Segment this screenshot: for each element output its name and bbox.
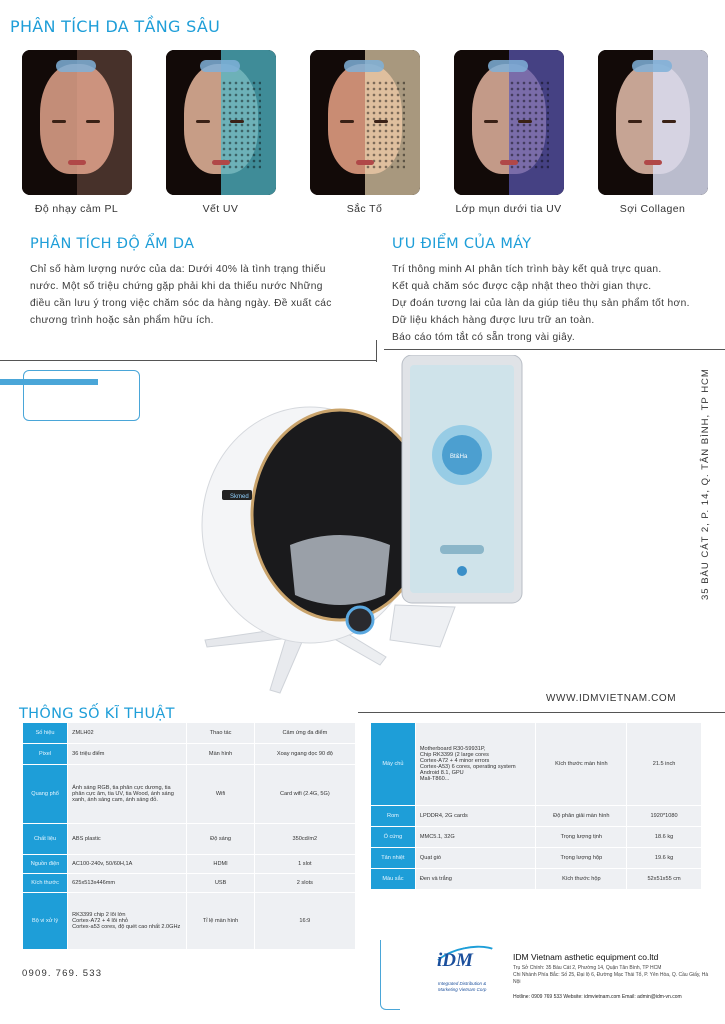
- specs-table-right: [370, 722, 702, 890]
- spec-label: Nguồn điện: [23, 855, 67, 873]
- spec-row: [371, 848, 701, 868]
- spec-label: USB: [187, 874, 253, 892]
- moisture-line: Chỉ số hàm lượng nước của da: Dưới 40% là tình trạng thiếu: [30, 264, 326, 275]
- spec-value: ABS plastic: [68, 824, 186, 854]
- photo-card: [590, 50, 715, 215]
- advantage-line: Kết quả chăm sóc được cập nhật theo thời gian thực.: [392, 281, 652, 292]
- vertical-address: [700, 368, 714, 600]
- specs-title: THÔNG SỐ KĨ THUẬT: [19, 706, 175, 722]
- spec-row: [23, 744, 355, 764]
- website-url[interactable]: WWW.IDMVIETNAM.COM: [546, 693, 677, 704]
- logo-tagline: Integrated Distribution & Marketing Vietnam Corp: [438, 981, 487, 992]
- spec-label: Pixel: [23, 744, 67, 764]
- spec-value: LPDDR4, 2G cards: [416, 806, 536, 826]
- spec-value: 52x51x55 cm: [627, 869, 701, 889]
- spec-label: Rom: [371, 806, 415, 826]
- spec-value: 2 slots: [255, 874, 355, 892]
- spec-label: Độ phân giải màn hình: [536, 806, 626, 826]
- spec-label: Màu sắc: [371, 869, 415, 889]
- spec-label: Quang phổ: [23, 765, 67, 823]
- spec-label: Bộ vi xử lý: [23, 893, 67, 949]
- address-line: Chi Nhánh Phía Bắc: Số 25, Đại lộ 6, Đường Mạc Thái Tổ, P. Yên Hòa, Q. Cầu Giấy, Hà Nội: [513, 972, 709, 985]
- accent-frame: [23, 370, 140, 421]
- spec-row: [23, 765, 355, 823]
- photo-caption: Sắc Tố: [346, 203, 383, 215]
- spec-label: Trọng lượng tịnh: [536, 827, 626, 847]
- photo-caption: Độ nhạy cảm PL: [34, 203, 119, 215]
- photo-caption: Sợi Collagen: [619, 203, 686, 215]
- spec-label: Wifi: [187, 765, 253, 823]
- photo-card: [302, 50, 427, 215]
- phone-number[interactable]: 0909. 769. 533: [22, 968, 103, 979]
- spec-row: [371, 869, 701, 889]
- spec-value: 16:9: [255, 893, 355, 949]
- moisture-title: PHÂN TÍCH ĐỘ ẨM DA: [30, 236, 195, 252]
- machine-monitor: [390, 355, 522, 647]
- photo-caption: Lớp mụn dưới tia UV: [455, 203, 562, 215]
- spec-value: Quạt gió: [416, 848, 536, 868]
- spec-value: RK3399 chip 2 lõi lớn Cortex-A72 + 4 lõi nhỏ Cortex-a53 cores, độ quét cao nhất 2.0GHz: [68, 893, 186, 949]
- spec-label: Kích thước: [23, 874, 67, 892]
- address-line: Trụ Sở Chính: 35 Bàu Cát 2, Phường 14, Quận Tân Bình, TP HCM: [513, 965, 662, 971]
- moisture-line: điều cần lưu ý trong việc chăm sóc da hàng ngày. Đề xuất các: [30, 298, 332, 309]
- spec-row: [23, 855, 355, 873]
- advantage-line: Dữ liệu khách hàng được lưu trữ an toàn.: [392, 315, 595, 326]
- photo-card: [446, 50, 571, 215]
- spec-row: [23, 893, 355, 949]
- spec-label: Máy chủ: [371, 723, 415, 805]
- spec-label: Tản nhiệt: [371, 848, 415, 868]
- moisture-line: chương trình hoặc sản phẩm hữu ích.: [30, 315, 214, 326]
- skin-analysis-photo-row: [14, 50, 714, 218]
- face-photo-acne-uv: [454, 50, 564, 195]
- spec-value: Đen và trắng: [416, 869, 536, 889]
- spec-value: AC100-240v, 50/60H,1A: [68, 855, 186, 873]
- spec-label: Ổ cứng: [371, 827, 415, 847]
- photo-caption: Vết UV: [202, 203, 239, 215]
- advantage-line: Trí thông minh AI phân tích trình bày kết quả trực quan.: [392, 264, 662, 275]
- spec-label: Chất liệu: [23, 824, 67, 854]
- spec-value: 19.6 kg: [627, 848, 701, 868]
- spec-value: 21.5 inch: [627, 723, 701, 805]
- photo-card: [14, 50, 139, 215]
- machine-sphere: [202, 407, 428, 643]
- spec-row: [23, 723, 355, 743]
- spec-value: 18.6 kg: [627, 827, 701, 847]
- spec-value: ZMLH02: [68, 723, 186, 743]
- logo-text: iDM: [437, 950, 473, 971]
- spec-value: MMC5.1, 32G: [416, 827, 536, 847]
- skin-analyzer-machine-illustration: [200, 355, 530, 700]
- spec-label: Tỉ lệ màn hình: [187, 893, 253, 949]
- face-photo-pigment: [310, 50, 420, 195]
- photo-card: [158, 50, 283, 215]
- spec-row: [371, 723, 701, 805]
- page-title: PHÂN TÍCH DA TẦNG SÂU: [10, 17, 221, 36]
- advantages-paragraph: [392, 261, 722, 346]
- spec-value: 1920*1080: [627, 806, 701, 826]
- spec-row: [371, 827, 701, 847]
- divider-line: [384, 349, 725, 350]
- spec-value: Card wifi (2.4G, 5G): [255, 765, 355, 823]
- advantages-title: ƯU ĐIỂM CỦA MÁY: [392, 236, 532, 252]
- spec-label: Trọng lượng hộp: [536, 848, 626, 868]
- machine-brand-label: Skmed: [230, 494, 249, 500]
- spec-row: [23, 874, 355, 892]
- moisture-paragraph: [30, 261, 360, 329]
- idm-logo: [432, 947, 506, 1007]
- spec-value: Cảm ứng đa điểm: [255, 723, 355, 743]
- spec-row: [371, 806, 701, 826]
- company-address: [513, 965, 713, 986]
- spec-value: Ánh sáng RGB, tia phân cực dương, tia phân cực âm, tia UV, tia Wood, ánh sáng xanh, ánh sáng cam, ánh sáng đỏ.: [68, 765, 186, 823]
- spec-label: Số hiệu: [23, 723, 67, 743]
- spec-row: [23, 824, 355, 854]
- spec-value: 36 triệu điểm: [68, 744, 186, 764]
- face-photo-collagen: [598, 50, 708, 195]
- spec-value: Motherboard R30-59931P, Chip RK3399 (2 large cores Cortex-A72 + 4 minor errors Cortex-A53) 6 cores, operating system Android 8.1, GPU Mali-T860...: [416, 723, 536, 805]
- spec-value: 350cd/m2: [255, 824, 355, 854]
- accent-frame: [380, 940, 400, 1010]
- face-photo-uv: [166, 50, 276, 195]
- face-photo-pl: [22, 50, 132, 195]
- spec-label: Độ sáng: [187, 824, 253, 854]
- spec-label: HDMI: [187, 855, 253, 873]
- spec-label: Thao tác: [187, 723, 253, 743]
- vertical-address-text: 35 BÀU CÁT 2, P. 14, Q. TÂN BÌNH, TP HCM: [700, 368, 711, 600]
- spec-value: Xoay ngang dọc 90 độ: [255, 744, 355, 764]
- spec-label: Màn hình: [187, 744, 253, 764]
- spec-label: Kích thước màn hình: [536, 723, 626, 805]
- spec-label: Kích thước hộp: [536, 869, 626, 889]
- screen-label: Bt&Ha: [450, 454, 468, 460]
- company-name: IDM Vietnam asthetic equipment co.ltd: [513, 952, 659, 962]
- specs-table-left: [22, 722, 356, 950]
- company-contact: Hotline: 0909 769 533 Website: idmvietnam.com Email: admin@idm-vn.com: [513, 994, 682, 1000]
- divider-line: [358, 712, 725, 713]
- advantage-line: Dự đoán tương lai của làn da giúp tiêu thụ sản phẩm tốt hơn.: [392, 298, 690, 309]
- spec-value: 1 slot: [255, 855, 355, 873]
- advantage-line: Báo cáo tóm tắt có sẵn trong vài giây.: [392, 332, 575, 343]
- moisture-line: nước. Một số triệu chứng gặp phải khi da thiếu nước Những: [30, 281, 323, 292]
- spec-value: 625x513x446mm: [68, 874, 186, 892]
